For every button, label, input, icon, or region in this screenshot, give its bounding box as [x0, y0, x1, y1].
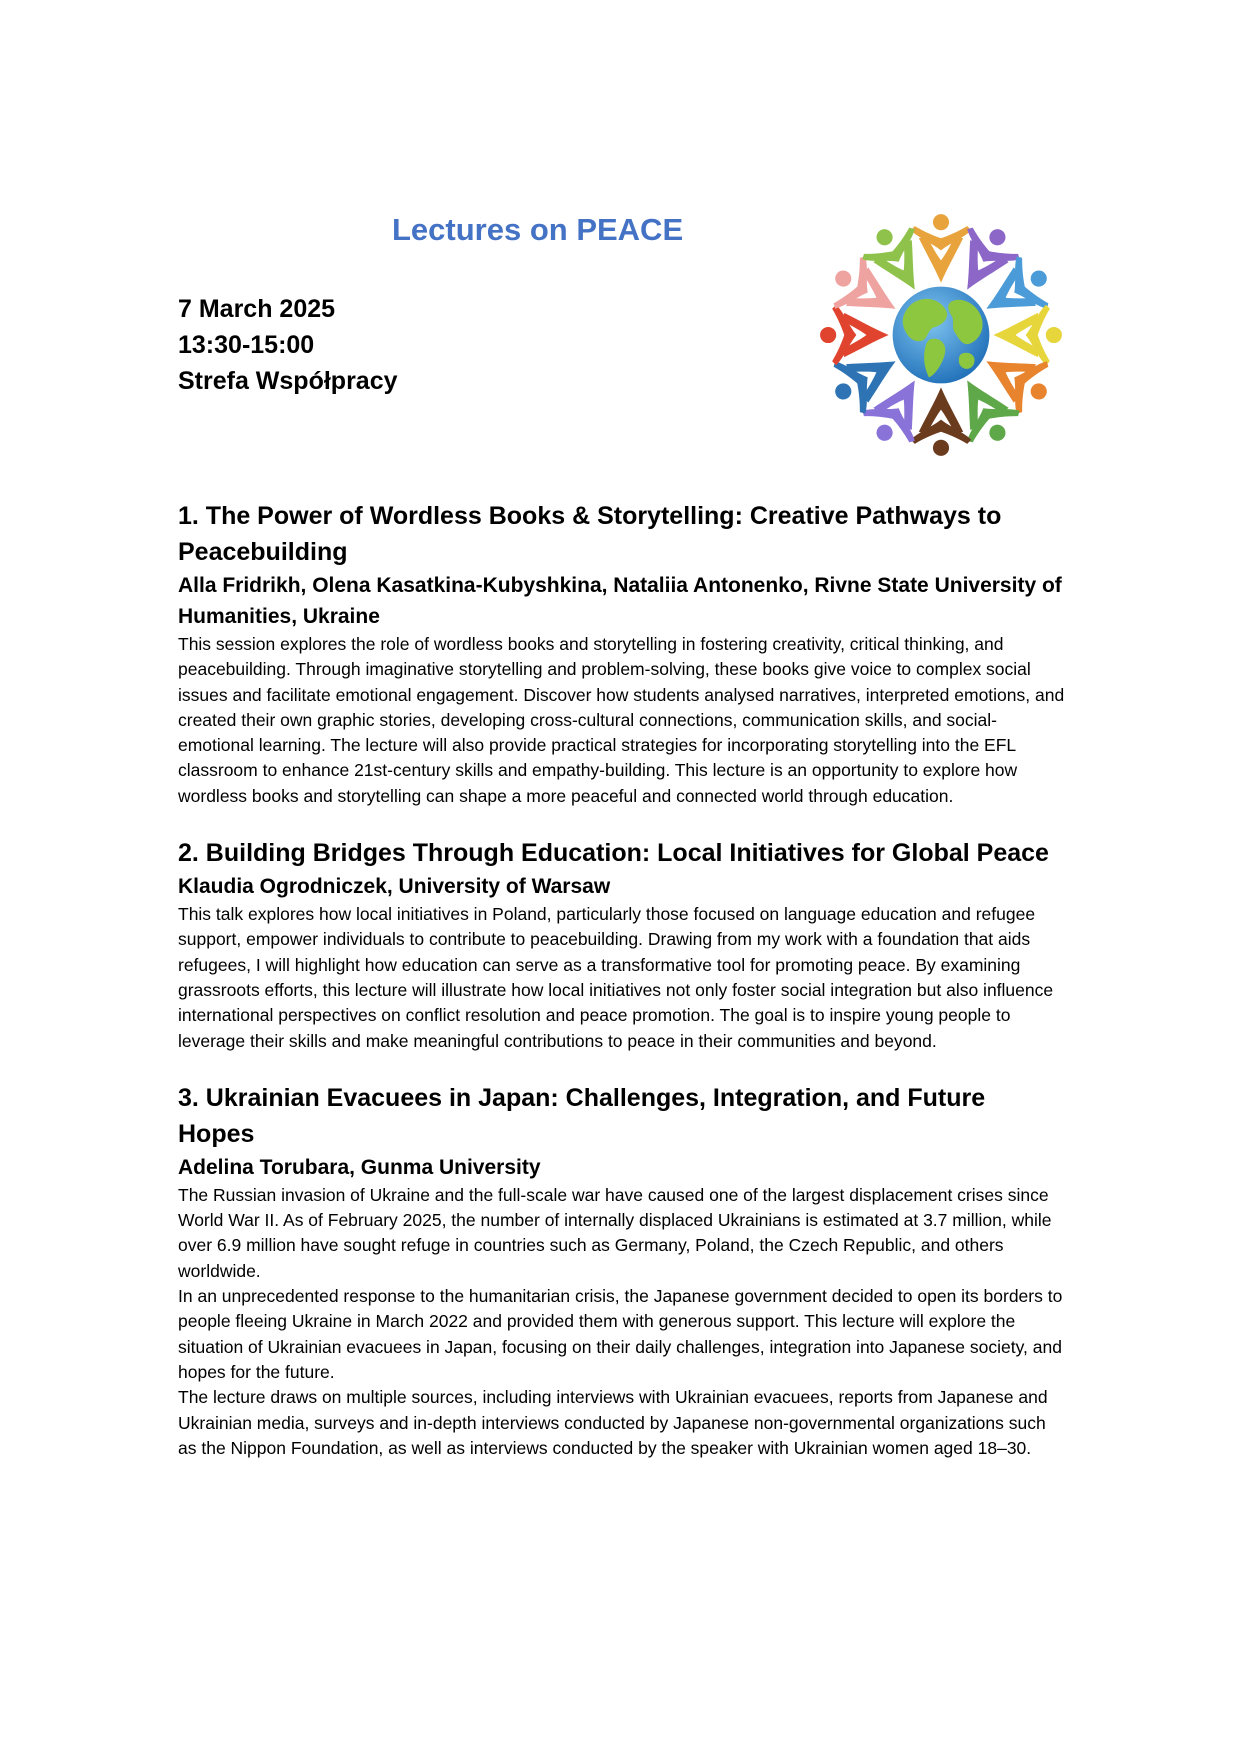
person-figure	[993, 305, 1062, 365]
lecture-speakers: Klaudia Ogrodniczek, University of Warsaw	[178, 875, 611, 899]
event-date: 7 March 2025	[178, 295, 336, 323]
person-figure	[911, 387, 971, 456]
lecture-item	[178, 1080, 1068, 1461]
globe-with-people-icon	[810, 204, 1072, 466]
person-figure	[820, 305, 889, 365]
lecture-speakers: Alla Fridrikh, Olena Kasatkina-Kubyshkina, Nataliia Antonenko, Rivne State University of Humanities, Ukraine	[178, 574, 1062, 628]
lecture-title: 1. The Power of Wordless Books & Storytelling: Creative Pathways to Peacebuilding	[178, 502, 1002, 566]
lecture-item	[178, 835, 1068, 1054]
lecture-description	[178, 1183, 1068, 1461]
lecture-paragraph: In an unprecedented response to the humanitarian crisis, the Japanese government decided to open its borders to people fleeing Ukraine in March 2022 and provided them with generous support. This lecture will explore the situation of Ukrainian evacuees in Japan, focusing on their daily challenges, integration into Japanese society, and hopes for the future.	[178, 1286, 1063, 1382]
lecture-paragraph: This talk explores how local initiatives in Poland, particularly those focused on language education and refugee support, empower individuals to contribute to peacebuilding. Drawing from my work with a foundation that aids refugees, I will highlight how education can serve as a transformative tool for promoting peace. By examining grassroots efforts, this lecture will illustrate how local initiatives not only foster social integration but also influence international perspectives on conflict resolution and peace promotion. The goal is to inspire young people to leverage their skills and make meaningful contributions to peace in their communities and beyond.	[178, 904, 1054, 1051]
lecture-title: 3. Ukrainian Evacuees in Japan: Challenges, Integration, and Future Hopes	[178, 1083, 986, 1148]
lecture-description	[178, 632, 1068, 809]
lecture-item	[178, 498, 1068, 809]
event-time: 13:30-15:00	[178, 331, 315, 359]
lecture-speakers: Adelina Torubara, Gunma University	[178, 1155, 541, 1179]
lecture-list	[178, 498, 1068, 1487]
person-figure	[911, 214, 971, 283]
event-venue: Strefa Współpracy	[178, 367, 398, 395]
lecture-paragraph: This session explores the role of wordless books and storytelling in fostering creativity, critical thinking, and peacebuilding. Through imaginative storytelling and problem-solving, these books give voice to complex social issues and facilitate emotional engagement. Discover how students analysed narratives, interpreted emotions, and created their own graphic stories, developing cross-cultural connections, communication skills, and social-emotional learning. The lecture will also provide practical strategies for incorporating storytelling into the EFL classroom to enhance 21st-century skills and empathy-building. This lecture is an opportunity to explore how wordless books and storytelling can shape a more peaceful and connected world through education.	[178, 634, 1065, 806]
lecture-paragraph: The lecture draws on multiple sources, including interviews with Ukrainian evacuees, reports from Japanese and Ukrainian media, surveys and in-depth interviews conducted by Japanese non-governmental organizations such as the Nippon Foundation, as well as interviews conducted by the speaker with Ukrainian women aged 18–30.	[178, 1387, 1048, 1458]
lecture-description	[178, 902, 1068, 1054]
lecture-paragraph: The Russian invasion of Ukraine and the full-scale war have caused one of the largest displacement crises since World War II. As of February 2025, the number of internally displaced Ukrainians is estimated at 3.7 million, while over 6.9 million have sought refuge in countries such as Germany, Poland, the Czech Republic, and others worldwide.	[178, 1184, 1052, 1281]
lecture-title: 2. Building Bridges Through Education: Local Initiatives for Global Peace	[178, 839, 1049, 868]
page-title: Lectures on PEACE	[392, 212, 684, 247]
event-info	[178, 291, 398, 399]
